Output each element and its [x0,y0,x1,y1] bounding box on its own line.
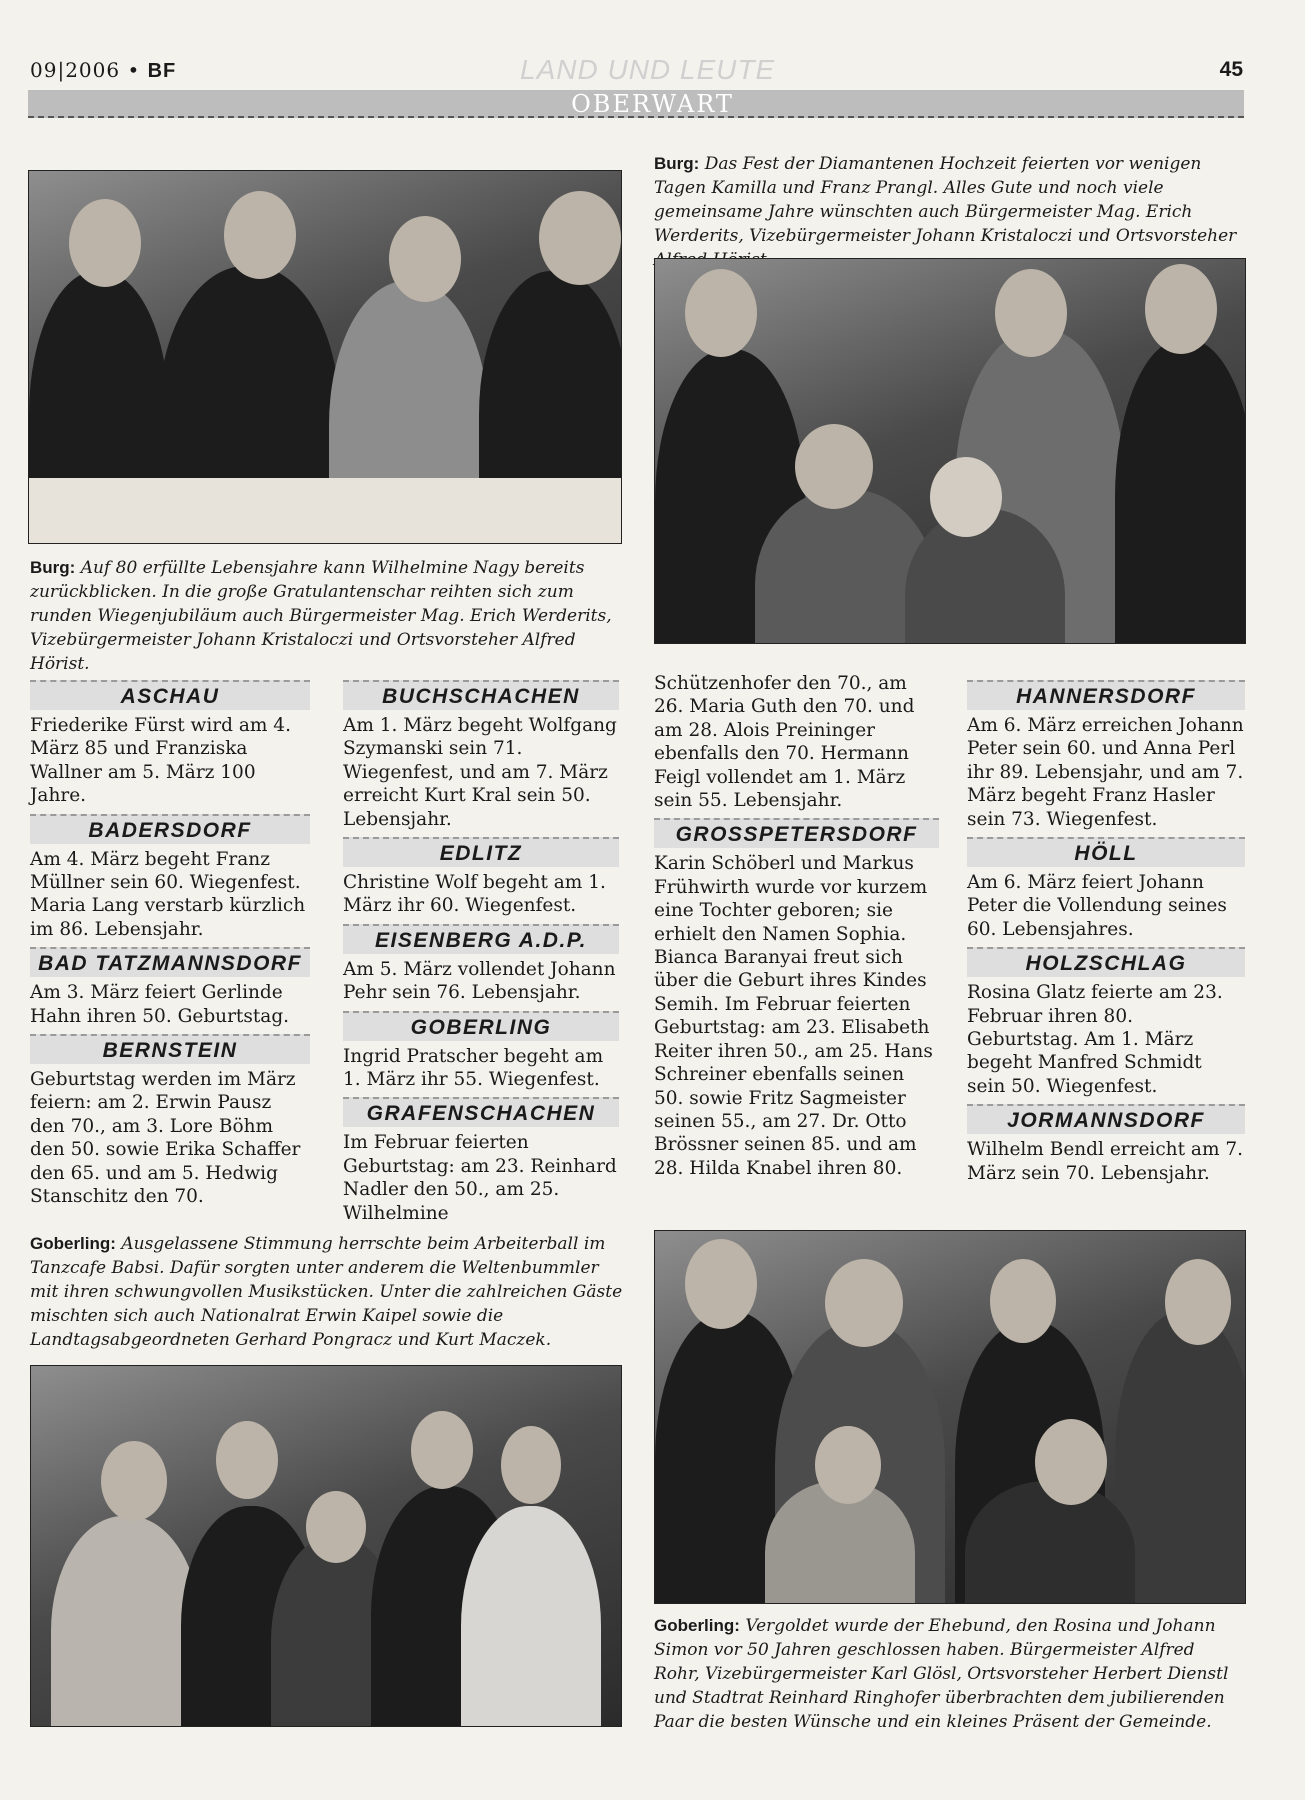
heading-bernstein: BERNSTEIN [30,1034,310,1064]
issue-info: 09|2006 • BF [30,58,177,82]
news-hoell: Am 6. März feiert Johann Peter die Vollendung seines 60. Lebensjahres. [967,872,1227,940]
region-title: OBERWART [571,90,734,118]
news-grosspetersdorf: Karin Schöberl und Markus Frühwirth wurde vor kurzem eine Tochter geboren; sie erhielt den Namen Sophia. Bianca Baranyai freut sich über die Geburt ihres Kindes Semih. Im Februar feierten Geburtstag: am 23. Elisabeth Reiter ihren 50., am 25. Hans Schreiner ebenfalls seinen 50. sowie Fritz Sagmeister seinen 55., am 27. Dr. Otto Brössner seinen 85. und am 28. Hilda Knabel ihren 80. [654,853,933,1179]
heading-grafenschachen: GRAFENSCHACHEN [343,1097,619,1127]
news-badersdorf: Am 4. März begeht Franz Müllner sein 60. Wiegenfest. Maria Lang verstarb kürzlich im 86. Lebensjahr. [30,848,306,940]
caption-burg-diamond: Burg: Das Fest der Diamantenen Hochzeit feierten vor wenigen Tagen Kamilla und Franz Prangl. Alles Gute und noch viele gemeinsame Jahre wünschten auch Bürgermeister Mag. Erich Werderits, Vizebürgermeister Johann Kristaloczi und Ortsvorsteher [654,154,1237,246]
heading-hoell: HÖLL [967,837,1245,867]
news-edlitz: Christine Wolf begeht am 1. März ihr 60. Wiegenfest. [343,872,606,917]
heading-buchschachen: BUCHSCHACHEN [343,680,619,710]
page-number: 45 [1219,58,1243,81]
brand-label: BF [147,60,177,82]
news-eisenberg: Am 5. März vollendet Johann Pehr sein 76. Lebensjahr. [343,958,616,1004]
heading-jormannsdorf: JORMANNSDORF [967,1104,1245,1134]
heading-bad-tatzmannsdorf: BAD TATZMANNSDORF [30,947,310,977]
news-bad-tatzmannsdorf: Am 3. März feiert Gerlinde Hahn ihren 50. Geburtstag. [30,982,290,1027]
news-jormannsdorf: Wilhelm Bendl erreicht am 7. März sein 70. Lebensjahr. [967,1139,1244,1184]
news-goberling: Ingrid Pratscher begeht am 1. März ihr 55. Wiegenfest. [343,1045,604,1091]
news-aschau: Friederike Fürst wird am 4. März 85 und Franziska Wallner am 5. März 100 Jahre. [30,715,291,807]
news-hannersdorf: Am 6. März erreichen Johann Peter sein 60. und Anna Perl ihr 89. Lebensjahr, und am 7. März begeht Franz Hasler sein 73. Wiegenfest. [967,715,1244,830]
column-1 [30,680,310,1209]
heading-badersdorf: BADERSDORF [30,814,310,844]
heading-holzschlag: HOLZSCHLAG [967,947,1245,977]
caption-goberling-ball: Goberling: Ausgelassene Stimmung herrschte beim Arbeiterball im Tanzcafe Babsi. Dafür sorgten unter anderem die Weltenbummler mit ihren schwungvollen Musikstücken. Unter die zahlreichen Gäste mischten sich auch Nationalrat Erwin Kaipel sowie die Landtagsabgeordneten Gerhard Pongracz und Kurt Maczek. [30,1234,623,1350]
news-grafenschachen: Im Februar feierten Geburtstag: am 23. Reinhard Nadler den 50., am 25. Wilhelmine [343,1132,617,1224]
heading-grosspetersdorf: GROSSPETERSDORF [654,818,939,848]
photo-goberling-golden-wedding [654,1230,1246,1604]
column-2 [343,680,619,1225]
photo-goberling-ball [30,1365,622,1727]
heading-hannersdorf: HANNERSDORF [967,680,1245,710]
news-buchschachen: Am 1. März begeht Wolfgang Szymanski sein 71. Wiegenfest, und am 7. März erreicht Kurt Kral sein 50. Lebensjahr. [343,715,617,830]
section-title: LAND UND LEUTE [520,54,776,85]
news-grafenschachen-continued: Schützenhofer den 70., am 26. Maria Guth den 70. und am 28. Alois Preininger ebenfalls den 70. Hermann Feigl vollendet am 1. März sein 55. Lebensjahr. [654,673,915,812]
photo-burg-diamond-wedding [654,258,1246,644]
caption-burg-birthday: Burg: Auf 80 erfüllte Lebensjahre kann Wilhelmine Nagy bereits zurückblicken. In die große Gratulantenschar reihten sich zum runden Wiegenjubiläum auch Bürgermeister Mag. Erich Werderits, Vizebürgermeister Johann Kristaloczi und Ortsvorsteher Alfred Hörist. [30,558,612,674]
photo-burg-birthday [28,170,622,544]
heading-eisenberg: EISENBERG A.D.P. [343,924,619,954]
heading-edlitz: EDLITZ [343,837,619,867]
column-4 [967,680,1245,1185]
column-3 [654,672,939,1180]
news-holzschlag: Rosina Glatz feierte am 23. Februar ihren 80. Geburtstag. Am 1. März begeht Manfred Schmidt sein 50. Wiegenfest. [967,982,1223,1097]
news-bernstein: Geburtstag werden im März feiern: am 2. Erwin Pausz den 70., am 3. Lore Böhm den 50. sowie Erika Schaffer den 65. und am 5. Hedwig Stanschitz den 70. [30,1069,301,1208]
caption-goberling-golden-wedding: Goberling: Vergoldet wurde der Ehebund, den Rosina und Johann Simon vor 50 Jahren geschlossen haben. Bürgermeister Alfred Rohr, Vizebürgermeister Karl Glösl, Ortsvorsteher Herbert Dienstl und Stadtrat Reinhard Ringhofer überbrachten dem jubilierenden Paar die besten Wünsche und ein kleines Präsent der Gemeinde. [654,1616,1229,1732]
heading-aschau: ASCHAU [30,680,310,710]
heading-goberling: GOBERLING [343,1011,619,1041]
